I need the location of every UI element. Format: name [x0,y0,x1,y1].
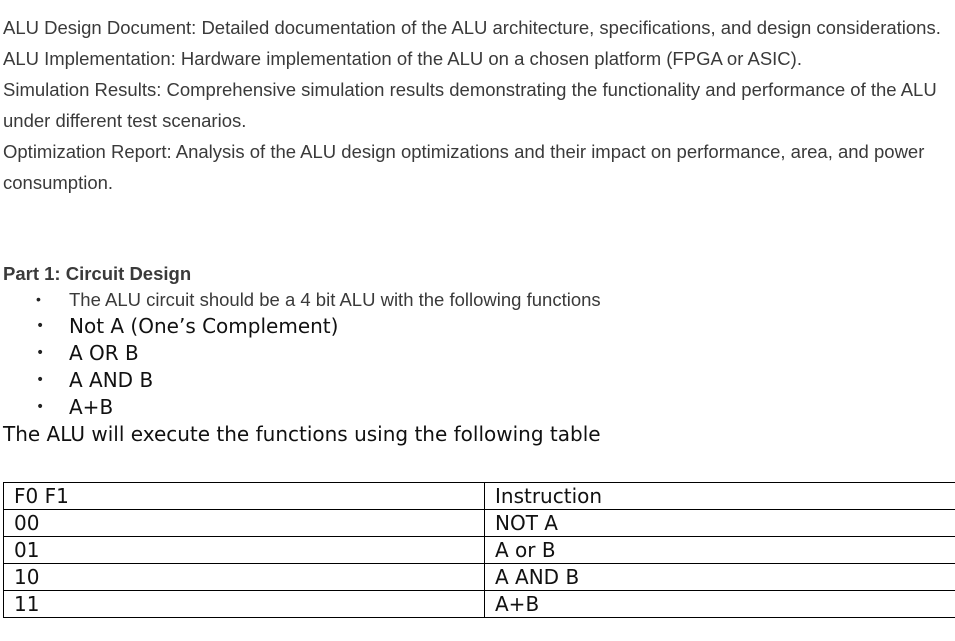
list-item [3,367,951,394]
list-item [3,286,951,313]
list-item-text: A OR B [69,341,139,365]
list-item-text: A AND B [69,368,154,392]
list-item-text: A+B [69,395,114,419]
list-item [3,313,951,340]
bullet-icon: • [36,318,45,334]
table-cell-code: 10 [4,564,485,591]
table-header-cell: Instruction [485,483,955,510]
paragraph-simulation-results: Simulation Results: Comprehensive simulation results demonstrating the functionality and performance of the ALU under different test scenarios. [3,79,937,131]
table-header-cell: F0 F1 [4,483,485,510]
table-intro-text: The ALU will execute the functions using the following table [3,422,601,446]
document-body [3,12,951,447]
function-table [3,482,955,618]
table-row [4,537,955,564]
list-item [3,340,951,367]
table-cell-instruction: A AND B [485,564,955,591]
table-cell-instruction: NOT A [485,510,955,537]
paragraph-design-document: ALU Design Document: Detailed documentation of the ALU architecture, specifications, and design considerations. [3,17,941,38]
table-cell-instruction: A or B [485,537,955,564]
bullet-icon: • [36,345,45,361]
list-item-text: Not A (One’s Complement) [69,314,339,338]
bullet-icon: • [36,372,45,388]
list-item [3,394,951,421]
bullet-icon: • [36,291,41,307]
paragraph-optimization-report: Optimization Report: Analysis of the ALU design optimizations and their impact on performance, area, and power consumption. [3,141,925,193]
table-header-row [4,483,955,510]
table-row [4,510,955,537]
table-cell-code: 00 [4,510,485,537]
table-row [4,591,955,618]
section-heading: Part 1: Circuit Design [3,263,192,284]
blank-space [3,198,951,262]
bullet-icon: • [36,399,45,415]
table-cell-instruction: A+B [485,591,955,618]
paragraph-implementation: ALU Implementation: Hardware implementation of the ALU on a chosen platform (FPGA or ASIC). [3,48,802,69]
table-cell-code: 01 [4,537,485,564]
list-item-text: The ALU circuit should be a 4 bit ALU with the following functions [69,289,601,310]
table-cell-code: 11 [4,591,485,618]
function-bullet-list [3,286,951,421]
table-row [4,564,955,591]
